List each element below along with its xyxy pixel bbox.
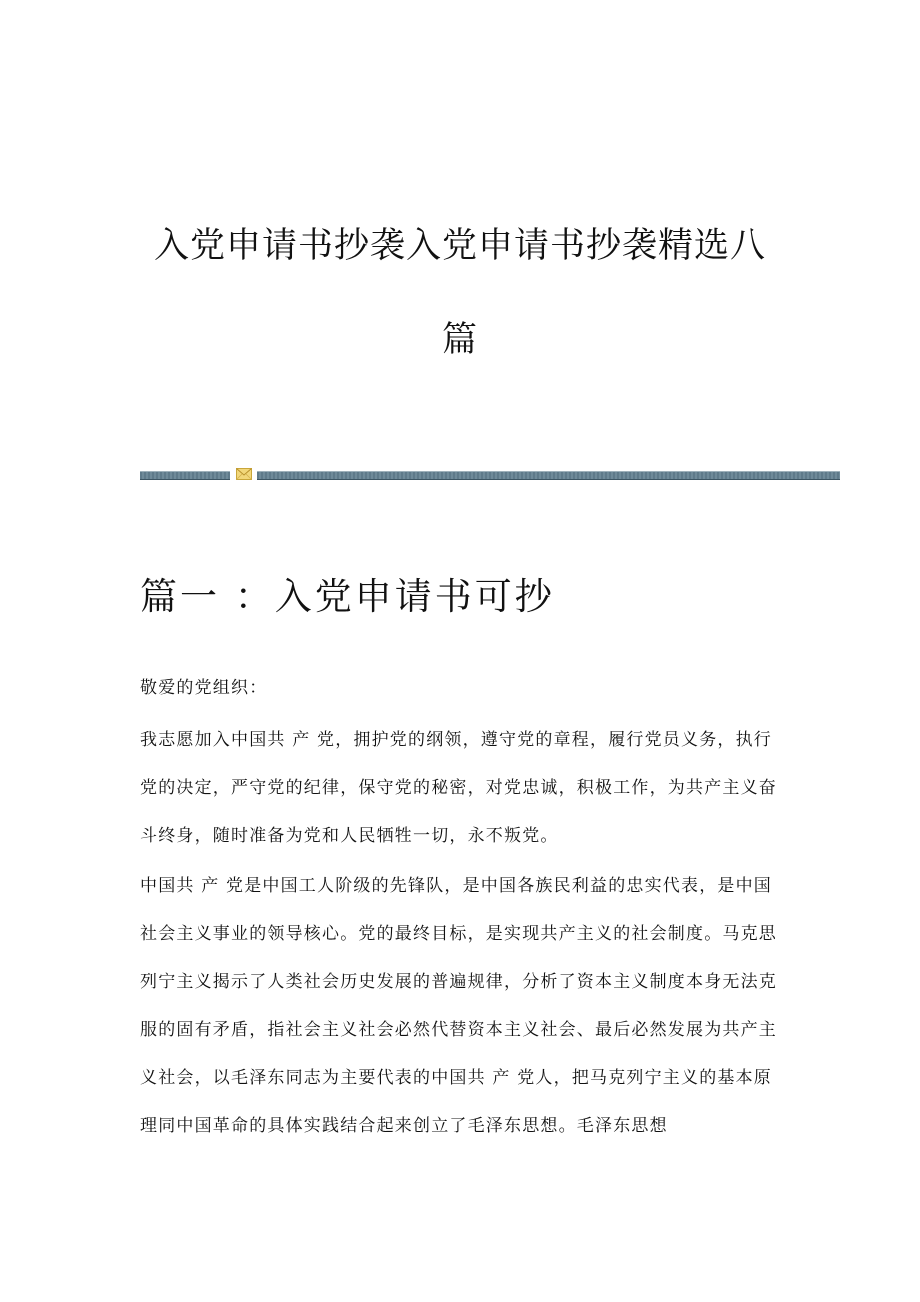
document-title-line-2: 篇: [441, 320, 478, 360]
divider-bar-left: [140, 471, 230, 480]
section-heading: 篇一 ：入党申请书可抄: [140, 575, 555, 618]
document-title-line-1: 入党申请书抄袭入党申请书抄袭精选八: [153, 226, 766, 266]
paragraph-2: 中国共 产 党是中国工人阶级的先锋队，是中国各族民利益的忠实代表，是中国社会主义事业的领导核心。党的最终目标，是实现共产主义的社会制度。马克思列宁主义揭示了人类社会历史发展的普遍规律，分析了资本主义制度本身无法克服的固有矛盾，指社会主义社会必然代替资本主义社会、最后必然发展为共产主义社会，以毛泽东同志为主要代表的中国共 产 党人，把马克列宁主义的基本原理同中国革命的具体实践结合起来创立了毛泽东思想。毛泽东思想: [140, 876, 777, 1136]
title-divider: [140, 466, 840, 482]
paragraph-1: 我志愿加入中国共 产 党，拥护党的纲领，遵守党的章程，履行党员义务，执行党的决定，严守党的纪律，保守党的秘密，对党忠诚，积极工作，为共产主义奋斗终身，随时准备为党和人民牺牲一切，永不叛党。: [140, 730, 777, 846]
divider-bar-right: [257, 471, 840, 480]
envelope-icon: [236, 468, 252, 480]
salutation: 敬爱的党组织：: [140, 678, 268, 698]
